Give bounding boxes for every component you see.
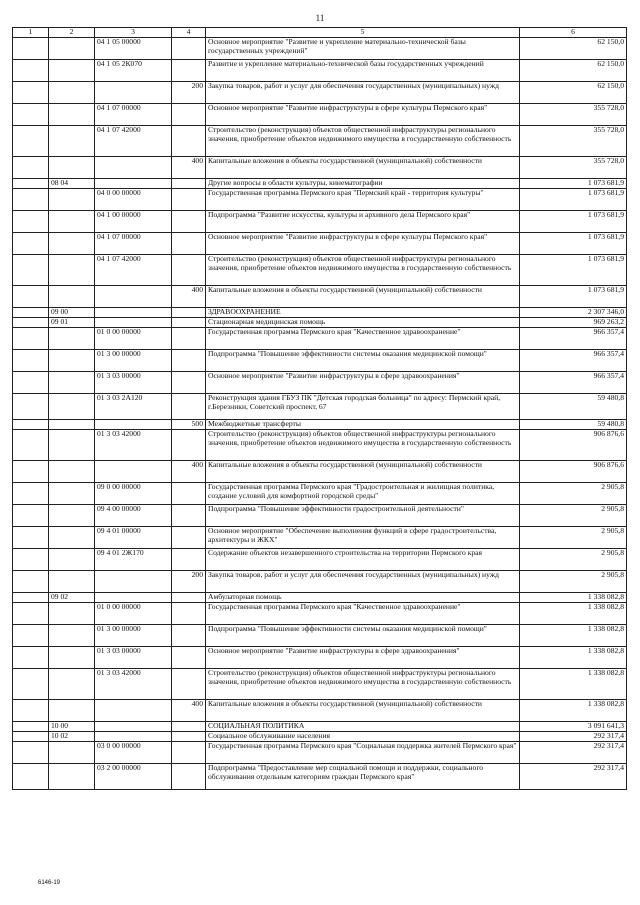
- table-row: [13, 527, 627, 549]
- table-row: [13, 157, 627, 179]
- section-code: 10 00: [49, 722, 95, 732]
- amount-value: 2 905,8: [520, 571, 627, 593]
- code-column-1: [13, 157, 49, 179]
- amount-value: 59 480,8: [520, 394, 627, 420]
- column-header: 5: [206, 28, 520, 38]
- table-row: [13, 179, 627, 189]
- budget-table: [12, 27, 627, 790]
- item-description: Строительство (реконструкция) объектов общественной инфраструктуры регионального значения, приобретение объектов недвижимого имущества в государственную собственность: [206, 255, 520, 286]
- item-description: Основное мероприятие "Развитие инфраструктуры в сфере здравоохранения": [206, 372, 520, 394]
- target-article-code: 04 1 00 00000: [95, 211, 172, 233]
- code-column-1: [13, 505, 49, 527]
- table-row: [13, 625, 627, 647]
- item-description: Основное мероприятие "Развитие и укрепление материально-технической базы государственных учреждений": [206, 38, 520, 60]
- section-code: [49, 742, 95, 764]
- expense-type-code: 400: [172, 286, 206, 308]
- table-row: [13, 603, 627, 625]
- code-column-1: [13, 722, 49, 732]
- item-description: Амбулаторная помощь: [206, 593, 520, 603]
- expense-type-code: [172, 394, 206, 420]
- table-body: [13, 38, 627, 790]
- table-row: [13, 430, 627, 461]
- item-description: Содержание объектов незавершенного строительства на территории Пермского края: [206, 549, 520, 571]
- code-column-1: [13, 430, 49, 461]
- code-column-1: [13, 255, 49, 286]
- code-column-1: [13, 126, 49, 157]
- amount-value: 2 905,8: [520, 483, 627, 505]
- section-code: [49, 60, 95, 82]
- item-description: Подпрограмма "Повышение эффективности системы оказания медицинской помощи": [206, 350, 520, 372]
- section-code: [49, 233, 95, 255]
- table-row: [13, 372, 627, 394]
- section-code: 09 00: [49, 308, 95, 318]
- target-article-code: [95, 593, 172, 603]
- expense-type-code: 400: [172, 700, 206, 722]
- expense-type-code: [172, 483, 206, 505]
- section-code: [49, 483, 95, 505]
- item-description: Закупка товаров, работ и услуг для обеспечения государственных (муниципальных) нужд: [206, 571, 520, 593]
- expense-type-code: [172, 179, 206, 189]
- section-code: [49, 189, 95, 211]
- code-column-1: [13, 104, 49, 126]
- code-column-1: [13, 38, 49, 60]
- code-column-1: [13, 549, 49, 571]
- section-code: [49, 82, 95, 104]
- amount-value: 906 876,6: [520, 430, 627, 461]
- table-row: [13, 669, 627, 700]
- amount-value: 1 338 082,8: [520, 593, 627, 603]
- item-description: Межбюджетные трансферты: [206, 420, 520, 430]
- section-code: [49, 571, 95, 593]
- code-column-1: [13, 394, 49, 420]
- expense-type-code: [172, 189, 206, 211]
- code-column-1: [13, 318, 49, 328]
- footer-code: 6146-19: [38, 880, 61, 886]
- code-column-1: [13, 350, 49, 372]
- table-row: [13, 722, 627, 732]
- table-row: [13, 461, 627, 483]
- expense-type-code: [172, 430, 206, 461]
- table-row: [13, 255, 627, 286]
- page-number: 11: [315, 13, 325, 23]
- item-description: Государственная программа Пермского края "Пермский край - территория культуры": [206, 189, 520, 211]
- section-code: [49, 328, 95, 350]
- table-row: [13, 233, 627, 255]
- amount-value: 1 338 082,8: [520, 669, 627, 700]
- amount-value: 2 307 346,0: [520, 308, 627, 318]
- code-column-1: [13, 328, 49, 350]
- section-code: [49, 603, 95, 625]
- section-code: [49, 350, 95, 372]
- expense-type-code: 400: [172, 157, 206, 179]
- table-row: [13, 732, 627, 742]
- item-description: СОЦИАЛЬНАЯ ПОЛИТИКА: [206, 722, 520, 732]
- section-code: [49, 430, 95, 461]
- target-article-code: [95, 157, 172, 179]
- expense-type-code: [172, 722, 206, 732]
- code-column-1: [13, 593, 49, 603]
- item-description: Строительство (реконструкция) объектов общественной инфраструктуры регионального значения, приобретение объектов недвижимого имущества в государственную собственность: [206, 669, 520, 700]
- code-column-1: [13, 669, 49, 700]
- code-column-1: [13, 420, 49, 430]
- item-description: Основное мероприятие "Развитие инфраструктуры в сфере культуры Пермского края": [206, 104, 520, 126]
- section-code: [49, 211, 95, 233]
- amount-value: 1 073 681,9: [520, 233, 627, 255]
- table-row: [13, 211, 627, 233]
- section-code: [49, 104, 95, 126]
- table-row: [13, 647, 627, 669]
- column-header: 2: [49, 28, 95, 38]
- section-code: [49, 700, 95, 722]
- target-article-code: [95, 571, 172, 593]
- amount-value: 292 317,4: [520, 732, 627, 742]
- table-row: [13, 394, 627, 420]
- section-code: [49, 505, 95, 527]
- expense-type-code: [172, 328, 206, 350]
- target-article-code: 04 1 07 42000: [95, 255, 172, 286]
- amount-value: 1 338 082,8: [520, 603, 627, 625]
- item-description: Стационарная медицинская помощь: [206, 318, 520, 328]
- target-article-code: 09 4 01 2Ж170: [95, 549, 172, 571]
- item-description: Подпрограмма "Развитие искусства, культуры и архивного дела Пермского края": [206, 211, 520, 233]
- target-article-code: 04 1 07 00000: [95, 104, 172, 126]
- target-article-code: 04 0 00 00000: [95, 189, 172, 211]
- code-column-1: [13, 179, 49, 189]
- item-description: Подпрограмма "Повышение эффективности градостроительной деятельности": [206, 505, 520, 527]
- target-article-code: 03 2 00 00000: [95, 764, 172, 790]
- table-row: [13, 505, 627, 527]
- item-description: Основное мероприятие "Обеспечение выполнения функций в сфере градостроительства, архитектуры и ЖКХ": [206, 527, 520, 549]
- code-column-1: [13, 527, 49, 549]
- expense-type-code: 200: [172, 82, 206, 104]
- section-code: [49, 669, 95, 700]
- expense-type-code: [172, 350, 206, 372]
- target-article-code: 04 1 07 42000: [95, 126, 172, 157]
- table-header-row: [13, 28, 627, 38]
- item-description: Строительство (реконструкция) объектов общественной инфраструктуры регионального значения, приобретение объектов недвижимого имущества в государственную собственность: [206, 126, 520, 157]
- table-row: [13, 700, 627, 722]
- section-code: [49, 764, 95, 790]
- code-column-1: [13, 372, 49, 394]
- table-row: [13, 483, 627, 505]
- code-column-1: [13, 189, 49, 211]
- code-column-1: [13, 603, 49, 625]
- expense-type-code: [172, 764, 206, 790]
- code-column-1: [13, 308, 49, 318]
- expense-type-code: [172, 549, 206, 571]
- section-code: [49, 461, 95, 483]
- amount-value: 966 357,4: [520, 350, 627, 372]
- target-article-code: [95, 420, 172, 430]
- table-row: [13, 549, 627, 571]
- target-article-code: [95, 179, 172, 189]
- expense-type-code: 500: [172, 420, 206, 430]
- table-row: [13, 104, 627, 126]
- amount-value: 2 905,8: [520, 505, 627, 527]
- section-code: [49, 126, 95, 157]
- section-code: [49, 394, 95, 420]
- code-column-1: [13, 764, 49, 790]
- target-article-code: 04 1 05 2К070: [95, 60, 172, 82]
- item-description: Капитальные вложения в объекты государственной (муниципальной) собственности: [206, 286, 520, 308]
- target-article-code: 01 3 03 00000: [95, 647, 172, 669]
- table-row: [13, 742, 627, 764]
- target-article-code: 01 3 00 00000: [95, 625, 172, 647]
- section-code: 09 01: [49, 318, 95, 328]
- amount-value: 62 150,0: [520, 60, 627, 82]
- expense-type-code: [172, 318, 206, 328]
- amount-value: 355 728,0: [520, 126, 627, 157]
- target-article-code: 01 3 03 2А120: [95, 394, 172, 420]
- target-article-code: 01 3 03 00000: [95, 372, 172, 394]
- expense-type-code: [172, 211, 206, 233]
- amount-value: 292 317,4: [520, 764, 627, 790]
- section-code: 08 04: [49, 179, 95, 189]
- section-code: [49, 625, 95, 647]
- table-row: [13, 286, 627, 308]
- amount-value: 2 905,8: [520, 527, 627, 549]
- amount-value: 906 876,6: [520, 461, 627, 483]
- target-article-code: [95, 286, 172, 308]
- code-column-1: [13, 742, 49, 764]
- amount-value: 1 073 681,9: [520, 179, 627, 189]
- amount-value: 1 338 082,8: [520, 625, 627, 647]
- code-column-1: [13, 233, 49, 255]
- target-article-code: 09 4 01 00000: [95, 527, 172, 549]
- target-article-code: [95, 700, 172, 722]
- amount-value: 1 073 681,9: [520, 255, 627, 286]
- item-description: ЗДРАВООХРАНЕНИЕ: [206, 308, 520, 318]
- target-article-code: 01 0 00 00000: [95, 603, 172, 625]
- expense-type-code: [172, 505, 206, 527]
- table-row: [13, 82, 627, 104]
- amount-value: 292 317,4: [520, 742, 627, 764]
- target-article-code: [95, 461, 172, 483]
- table-row: [13, 308, 627, 318]
- amount-value: 3 091 641,3: [520, 722, 627, 732]
- item-description: Капитальные вложения в объекты государственной (муниципальной) собственности: [206, 461, 520, 483]
- expense-type-code: [172, 255, 206, 286]
- column-header: 6: [520, 28, 627, 38]
- item-description: Капитальные вложения в объекты государственной (муниципальной) собственности: [206, 157, 520, 179]
- expense-type-code: 400: [172, 461, 206, 483]
- amount-value: 969 263,2: [520, 318, 627, 328]
- section-code: [49, 647, 95, 669]
- section-code: [49, 527, 95, 549]
- expense-type-code: [172, 669, 206, 700]
- column-header: 1: [13, 28, 49, 38]
- section-code: 10 02: [49, 732, 95, 742]
- item-description: Закупка товаров, работ и услуг для обеспечения государственных (муниципальных) нужд: [206, 82, 520, 104]
- code-column-1: [13, 700, 49, 722]
- target-article-code: 01 3 03 42000: [95, 430, 172, 461]
- section-code: [49, 38, 95, 60]
- target-article-code: 01 3 00 00000: [95, 350, 172, 372]
- code-column-1: [13, 647, 49, 669]
- amount-value: 2 905,8: [520, 549, 627, 571]
- expense-type-code: [172, 126, 206, 157]
- item-description: Государственная программа Пермского края "Социальная поддержка жителей Пермского края": [206, 742, 520, 764]
- amount-value: 966 357,4: [520, 372, 627, 394]
- expense-type-code: [172, 104, 206, 126]
- target-article-code: 04 1 05 00000: [95, 38, 172, 60]
- code-column-1: [13, 286, 49, 308]
- amount-value: 966 357,4: [520, 328, 627, 350]
- section-code: [49, 286, 95, 308]
- code-column-1: [13, 625, 49, 647]
- amount-value: 1 338 082,8: [520, 647, 627, 669]
- expense-type-code: [172, 593, 206, 603]
- column-header: 4: [172, 28, 206, 38]
- table-row: [13, 318, 627, 328]
- item-description: Социальное обслуживание населения: [206, 732, 520, 742]
- table-row: [13, 350, 627, 372]
- code-column-1: [13, 732, 49, 742]
- code-column-1: [13, 60, 49, 82]
- amount-value: 59 480,8: [520, 420, 627, 430]
- table-row: [13, 420, 627, 430]
- table-row: [13, 60, 627, 82]
- item-description: Подпрограмма "Повышение эффективности системы оказания медицинской помощи": [206, 625, 520, 647]
- section-code: [49, 549, 95, 571]
- target-article-code: 03 0 00 00000: [95, 742, 172, 764]
- code-column-1: [13, 571, 49, 593]
- target-article-code: 04 1 07 00000: [95, 233, 172, 255]
- item-description: Капитальные вложения в объекты государственной (муниципальной) собственности: [206, 700, 520, 722]
- code-column-1: [13, 461, 49, 483]
- expense-type-code: [172, 38, 206, 60]
- section-code: 09 02: [49, 593, 95, 603]
- table-row: [13, 593, 627, 603]
- expense-type-code: [172, 603, 206, 625]
- target-article-code: [95, 722, 172, 732]
- target-article-code: [95, 82, 172, 104]
- expense-type-code: [172, 308, 206, 318]
- target-article-code: [95, 308, 172, 318]
- expense-type-code: [172, 60, 206, 82]
- target-article-code: [95, 732, 172, 742]
- table-row: [13, 764, 627, 790]
- item-description: Другие вопросы в области культуры, кинематографии: [206, 179, 520, 189]
- item-description: Основное мероприятие "Развитие инфраструктуры в сфере культуры Пермского края": [206, 233, 520, 255]
- target-article-code: [95, 318, 172, 328]
- table-row: [13, 571, 627, 593]
- item-description: Государственная программа Пермского края "Качественное здравоохранение": [206, 603, 520, 625]
- amount-value: 1 073 681,9: [520, 189, 627, 211]
- amount-value: 1 338 082,8: [520, 700, 627, 722]
- expense-type-code: [172, 625, 206, 647]
- expense-type-code: [172, 742, 206, 764]
- section-code: [49, 420, 95, 430]
- code-column-1: [13, 211, 49, 233]
- table-row: [13, 126, 627, 157]
- item-description: Основное мероприятие "Развитие инфраструктуры в сфере здравоохранения": [206, 647, 520, 669]
- amount-value: 355 728,0: [520, 157, 627, 179]
- amount-value: 1 073 681,9: [520, 286, 627, 308]
- item-description: Государственная программа Пермского края "Градостроительная и жилищная политика, создание условий для комфортной городской среды": [206, 483, 520, 505]
- target-article-code: 01 3 03 42000: [95, 669, 172, 700]
- amount-value: 62 150,0: [520, 82, 627, 104]
- code-column-1: [13, 483, 49, 505]
- expense-type-code: [172, 372, 206, 394]
- expense-type-code: [172, 233, 206, 255]
- expense-type-code: 200: [172, 571, 206, 593]
- item-description: Государственная программа Пермского края "Качественное здравоохранение": [206, 328, 520, 350]
- item-description: Реконструкция здания ГБУЗ ПК "Детская городская больница" по адресу: Пермский край, г.Березники, Советский проспект, 67: [206, 394, 520, 420]
- expense-type-code: [172, 732, 206, 742]
- expense-type-code: [172, 647, 206, 669]
- amount-value: 62 150,0: [520, 38, 627, 60]
- column-header: 3: [95, 28, 172, 38]
- table-row: [13, 189, 627, 211]
- table-row: [13, 328, 627, 350]
- expense-type-code: [172, 527, 206, 549]
- target-article-code: 01 0 00 00000: [95, 328, 172, 350]
- amount-value: 1 073 681,9: [520, 211, 627, 233]
- target-article-code: 09 0 00 00000: [95, 483, 172, 505]
- code-column-1: [13, 82, 49, 104]
- target-article-code: 09 4 00 00000: [95, 505, 172, 527]
- item-description: Развитие и укрепление материально-технической базы государственных учреждений: [206, 60, 520, 82]
- section-code: [49, 372, 95, 394]
- section-code: [49, 157, 95, 179]
- table-row: [13, 38, 627, 60]
- amount-value: 355 728,0: [520, 104, 627, 126]
- section-code: [49, 255, 95, 286]
- item-description: Подпрограмма "Предоставление мер социальной помощи и поддержки, социального обслуживания отдельным категориям граждан Пермского края": [206, 764, 520, 790]
- item-description: Строительство (реконструкция) объектов общественной инфраструктуры регионального значения, приобретение объектов недвижимого имущества в государственную собственность: [206, 430, 520, 461]
